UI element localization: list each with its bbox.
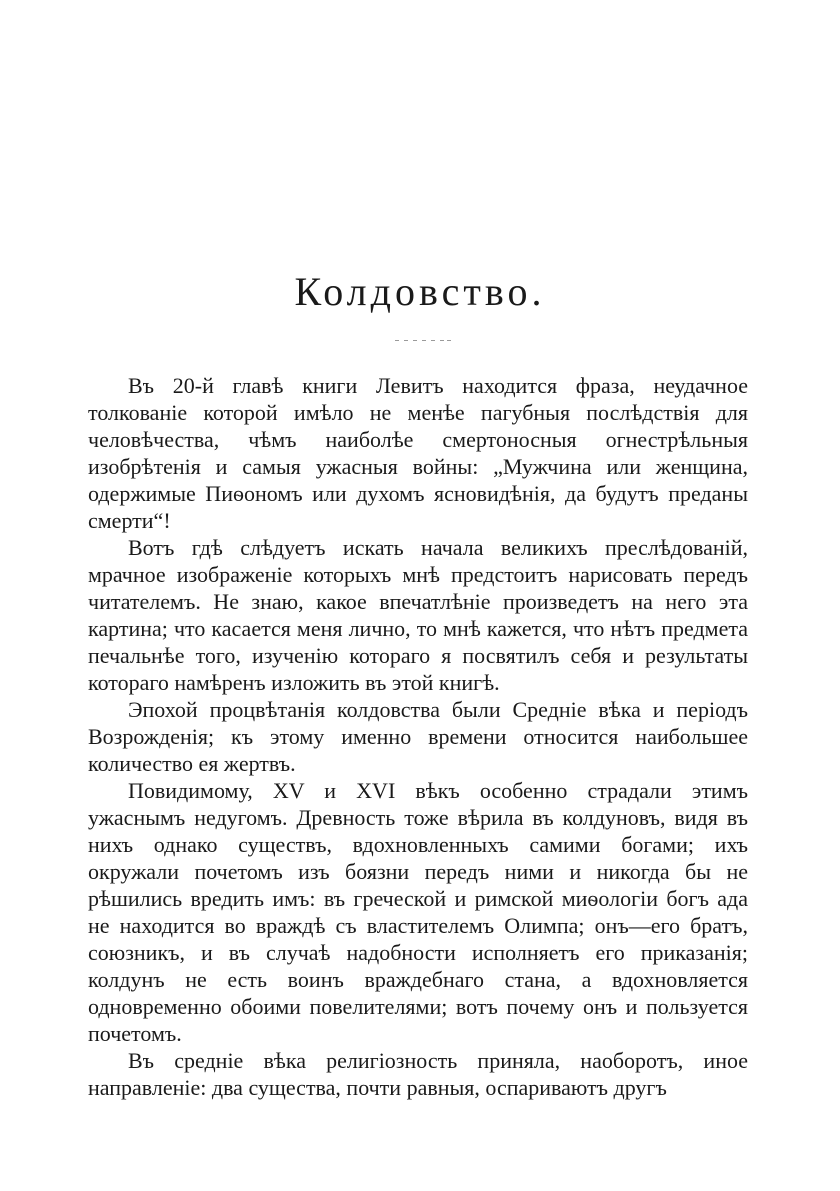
paragraph-4: Повидимому, XV и XVI вѣкъ особенно страдали этимъ ужаснымъ недугомъ. Древность тоже вѣрила въ колдуновъ, видя въ нихъ однако существъ, вдохновленныхъ самими богами; ихъ окружали почетомъ изъ боязни передъ ними и никогда бы не рѣшились вредить имъ: въ греческой и римской миѳологіи богъ ада не находится во враждѣ съ властителемъ Олимпа; онъ—его братъ, союзникъ, и въ случаѣ надобности исполняетъ его приказанія; колдунъ не есть воинъ враждебнаго стана, а вдохновляется одновременно обоими повелителями; вотъ почему онъ и пользуется почетомъ. [88, 778, 748, 1046]
chapter-title: Колдовство. [294, 269, 546, 314]
paragraph-5: Въ средніе вѣка религіозность приняла, наоборотъ, иное направленіе: два существа, почти равныя, оспариваютъ другъ [88, 1048, 748, 1100]
paragraph-1: Въ 20-й главѣ книги Левитъ находится фраза, неудачное толкованіе которой имѣло не менѣе пагубныя послѣдствія для человѣчества, чѣмъ наиболѣе смертоносныя огнестрѣльныя изобрѣтенія и самыя ужасныя войны: „Мужчина или женщина, одержимые Пиѳономъ или духомъ ясновидѣнія, да будутъ преданы смерти“! [88, 373, 748, 533]
paragraph-2: Вотъ гдѣ слѣдуетъ искать начала великихъ преслѣдованій, мрачное изображеніе которыхъ мнѣ предстоитъ нарисовать передъ читателемъ. Не знаю, какое впечатлѣніе произведетъ на него эта картина; что касается меня лично, то мнѣ кажется, что нѣтъ предмета печальнѣе того, изученію котораго я посвятилъ себя и результаты котораго намѣренъ изложить въ этой книгѣ. [88, 535, 748, 695]
title-divider-ornament [395, 338, 451, 344]
body-text [88, 372, 748, 1101]
paragraph-3: Эпохой процвѣтанія колдовства были Средніе вѣка и періодъ Возрожденія; къ этому именно времени относится наибольшее количество ея жертвъ. [88, 697, 748, 776]
